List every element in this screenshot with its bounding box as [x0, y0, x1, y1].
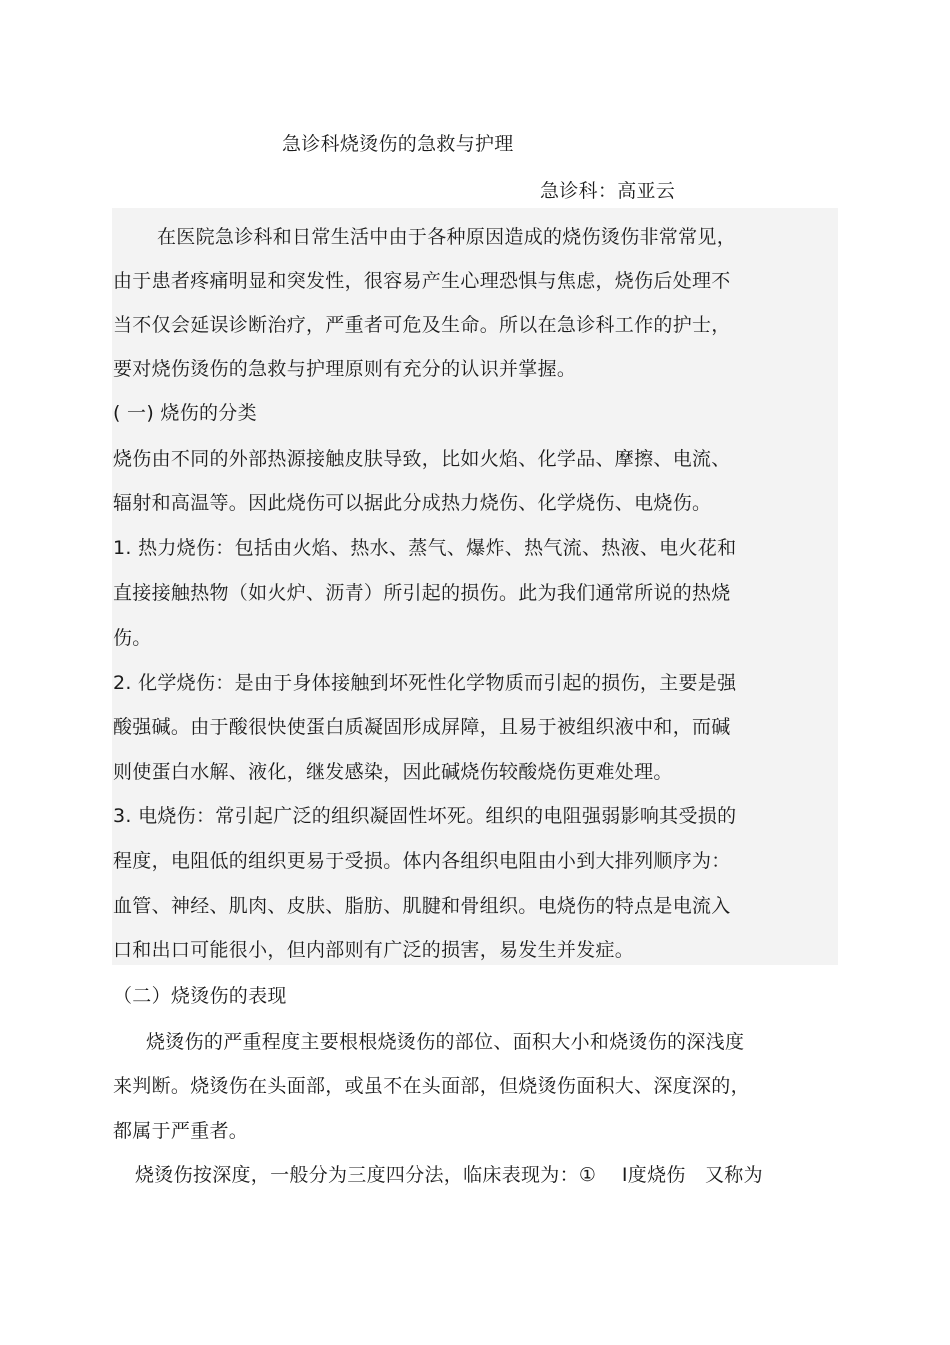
- section-heading: （二）烧烫伤的表现: [113, 985, 287, 1007]
- paragraph-line: 则使蛋白水解、液化，继发感染，因此碱烧伤较酸烧伤更难处理。: [113, 761, 673, 783]
- paragraph-line: 2. 化学烧伤：是由于身体接触到坏死性化学物质而引起的损伤，主要是强: [113, 672, 737, 694]
- paragraph-line: 伤。: [113, 627, 152, 649]
- paragraph-line: 烧烫伤按深度，一般分为三度四分法，临床表现为：① Ⅰ度烧伤 又称为: [135, 1164, 763, 1186]
- paragraph-line: 当不仅会延误诊断治疗，严重者可危及生命。所以在急诊科工作的护士，: [113, 314, 731, 336]
- paragraph-line: 来判断。烧烫伤在头面部，或虽不在头面部，但烧烫伤面积大、深度深的，: [113, 1075, 750, 1097]
- paragraph-line: 烧伤由不同的外部热源接触皮肤导致，比如火焰、化学品、摩擦、电流、: [113, 448, 731, 470]
- paragraph-line: 由于患者疼痛明显和突发性，很容易产生心理恐惧与焦虑，烧伤后处理不: [113, 270, 731, 292]
- paragraph-line: 在医院急诊科和日常生活中由于各种原因造成的烧伤烫伤非常常见，: [157, 226, 737, 248]
- paragraph-line: 烧烫伤的严重程度主要根根烧烫伤的部位、面积大小和烧烫伤的深浅度: [146, 1031, 745, 1053]
- paragraph-line: 都属于严重者。: [113, 1120, 249, 1142]
- section-heading: ( 一) 烧伤的分类: [113, 402, 257, 424]
- author-line: 急诊科：高亚云: [540, 180, 676, 202]
- paragraph-line: 口和出口可能很小，但内部则有广泛的损害，易发生并发症。: [113, 939, 635, 961]
- paragraph-line: 1. 热力烧伤：包括由火焰、热水、蒸气、爆炸、热气流、热液、电火花和: [113, 537, 737, 559]
- paragraph-line: 辐射和高温等。因此烧伤可以据此分成热力烧伤、化学烧伤、电烧伤。: [113, 492, 712, 514]
- paragraph-line: 要对烧伤烫伤的急救与护理原则有充分的认识并掌握。: [113, 358, 577, 380]
- paragraph-line: 血管、神经、肌肉、皮肤、脂肪、肌腱和骨组织。电烧伤的特点是电流入: [113, 895, 731, 917]
- document-title: 急诊科烧烫伤的急救与护理: [282, 133, 514, 155]
- paragraph-line: 3. 电烧伤：常引起广泛的组织凝固性坏死。组织的电阻强弱影响其受损的: [113, 805, 737, 827]
- paragraph-line: 直接接触热物（如火炉、沥青）所引起的损伤。此为我们通常所说的热烧: [113, 582, 731, 604]
- paragraph-line: 酸强碱。由于酸很快使蛋白质凝固形成屏障，且易于被组织液中和，而碱: [113, 716, 731, 738]
- paragraph-line: 程度，电阻低的组织更易于受损。体内各组织电阻由小到大排列顺序为：: [113, 850, 731, 872]
